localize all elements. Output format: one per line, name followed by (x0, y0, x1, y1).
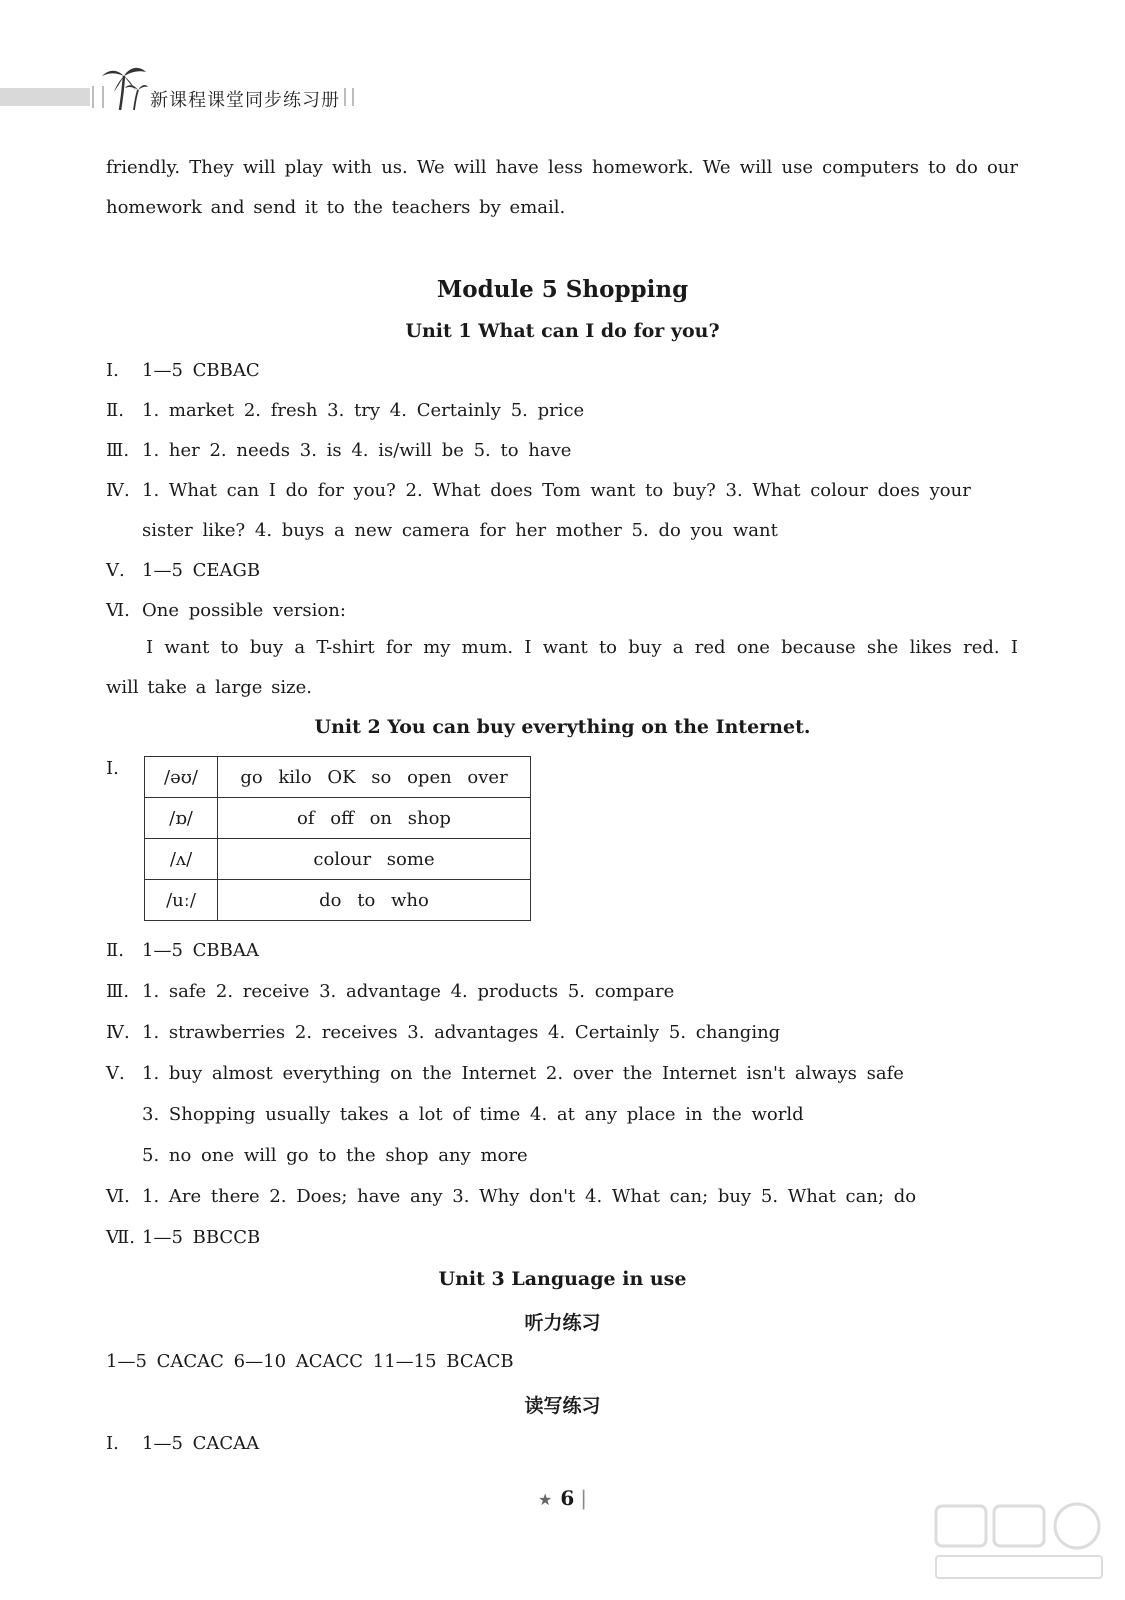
header-band (0, 88, 90, 106)
unit2-answer-row: Ⅴ. 1. buy almost everything on the Internet 2. over the Internet isn't always safe (106, 1063, 904, 1084)
unit1-answer-row: Ⅴ. 1—5 CEAGB (106, 560, 261, 581)
table-row (145, 798, 531, 839)
page-number: 6 (560, 1486, 575, 1510)
phonetic-words: go kilo OK so open over (218, 757, 531, 798)
module-title: Module 5 Shopping (436, 276, 689, 303)
palm-tree-icon (98, 62, 148, 112)
star-icon: ★ (537, 1490, 553, 1509)
table-row (145, 839, 531, 880)
intro-line-1: friendly. They will play with us. We will have less homework. We will use computers to do our (106, 157, 1018, 178)
listening-section-title: 听力练习 (524, 1312, 601, 1334)
unit2-answer-row-continued: 5. no one will go to the shop any more (142, 1145, 528, 1166)
unit2-answer-row: Ⅶ. 1—5 BBCCB (106, 1227, 261, 1248)
unit2-answer-row: Ⅱ. 1—5 CBBAA (106, 940, 259, 961)
unit2-answer-row: Ⅳ. 1. strawberries 2. receives 3. advantages 4. Certainly 5. changing (106, 1022, 781, 1043)
phonetic-symbol: /əʊ/ (145, 757, 218, 798)
unit1-answer-row: Ⅳ. 1. What can I do for you? 2. What does Tom want to buy? 3. What colour does your (106, 480, 971, 501)
phonetics-table (144, 756, 531, 921)
book-title: 新课程课堂同步练习册 (150, 90, 340, 111)
sample-version-line-1: I want to buy a T-shirt for my mum. I want to buy a red one because she likes red. I (146, 637, 1018, 658)
phonetic-words: colour some (218, 839, 531, 880)
watermark-logo-icon (932, 1500, 1107, 1582)
listening-answers: 1—5 CACAC 6—10 ACACC 11—15 BCACB (106, 1351, 514, 1372)
intro-line-2: homework and send it to the teachers by email. (106, 197, 566, 218)
table-row (145, 880, 531, 921)
unit1-answer-row-continued: sister like? 4. buys a new camera for her mother 5. do you want (142, 520, 778, 541)
phonetic-symbol: /ʌ/ (145, 839, 218, 880)
unit1-answer-row: Ⅲ. 1. her 2. needs 3. is 4. is/will be 5. to have (106, 440, 572, 461)
footer-divider: | (580, 1486, 587, 1510)
unit1-title: Unit 1 What can I do for you? (405, 320, 720, 342)
phonetic-words: of off on shop (218, 798, 531, 839)
reading-writing-section-title: 读写练习 (524, 1395, 601, 1417)
unit2-title: Unit 2 You can buy everything on the Internet. (314, 716, 811, 738)
unit2-answer-row: Ⅲ. 1. safe 2. receive 3. advantage 4. products 5. compare (106, 981, 675, 1002)
phonetic-symbol: /ɒ/ (145, 798, 218, 839)
table-row (145, 757, 531, 798)
unit1-answer-row: Ⅰ. 1—5 CBBAC (106, 360, 260, 381)
sample-version-line-2: will take a large size. (106, 677, 312, 698)
unit2-table-number: Ⅰ. (106, 758, 119, 779)
phonetic-words: do to who (218, 880, 531, 921)
page-header (0, 62, 420, 122)
unit2-answer-row: Ⅵ. 1. Are there 2. Does; have any 3. Why don't 4. What can; buy 5. What can; do (106, 1186, 917, 1207)
unit2-answer-row-continued: 3. Shopping usually takes a lot of time 4. at any place in the world (142, 1104, 804, 1125)
header-end-divider (344, 88, 354, 106)
unit1-answer-row: Ⅱ. 1. market 2. fresh 3. try 4. Certainly 5. price (106, 400, 585, 421)
unit3-title: Unit 3 Language in use (438, 1268, 687, 1290)
phonetic-symbol: /uː/ (145, 880, 218, 921)
unit3-answer-row: Ⅰ. 1—5 CACAA (106, 1433, 260, 1454)
unit1-answer-row: Ⅵ. One possible version: (106, 600, 346, 621)
